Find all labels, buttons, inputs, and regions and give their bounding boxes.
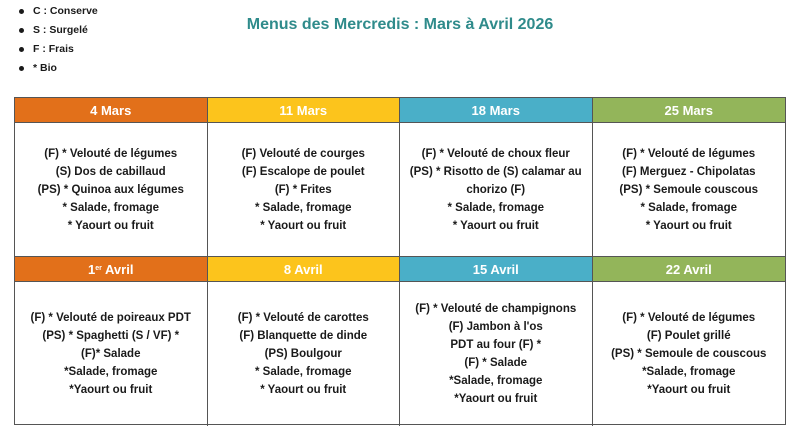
menu-item: * Salade, fromage [254, 366, 352, 378]
menu-cell [15, 123, 208, 257]
menu-item: *Salade, fromage [64, 366, 158, 378]
bullet-icon [19, 47, 24, 52]
menu-item: * Salade, fromage [62, 201, 159, 214]
menu-item: (F)* Salade [81, 348, 141, 360]
menu-item: * Yaourt ou fruit [260, 219, 347, 232]
menu-item: * Yaourt ou fruit [260, 384, 347, 396]
week-header: 15 Avril [400, 257, 593, 282]
date-month: Avril [101, 261, 134, 277]
menu-item: (PS) * Semoule couscous [619, 183, 759, 196]
legend-item [14, 40, 98, 59]
legend-text: C : Conserve [33, 5, 98, 17]
menu-item: (F) * Velouté de carottes [237, 312, 369, 324]
menu-item: (F) Escalope de poulet [241, 165, 365, 178]
menu-item: chorizo (F) [466, 183, 526, 196]
menu-cell [400, 123, 593, 257]
menu-item: (PS) Boulgour [264, 348, 342, 360]
week-header: 22 Avril [593, 257, 786, 282]
menu-item: (F) * Velouté de légumes [622, 312, 756, 324]
menu-item: (F) * Salade [464, 357, 528, 369]
legend-text: S : Surgelé [33, 24, 88, 36]
week-header: 4 Mars [15, 98, 208, 123]
menu-item: * Yaourt ou fruit [452, 219, 539, 232]
legend [14, 2, 98, 78]
menu-item: * Salade, fromage [254, 201, 352, 214]
menu-cell [15, 282, 208, 426]
menu-item: (F) * Velouté de choux fleur [421, 147, 570, 160]
menu-table [14, 97, 786, 425]
menu-item: (F) * Velouté de poireaux PDT [30, 312, 191, 324]
menu-item: *Salade, fromage [449, 375, 543, 387]
menu-item: PDT au four (F) * [450, 339, 542, 351]
legend-item [14, 59, 98, 78]
menu-cell [593, 282, 786, 426]
legend-text: F : Frais [33, 43, 74, 55]
menu-item: (F) Blanquette de dinde [239, 330, 368, 342]
date-day: 1 [88, 261, 96, 277]
menu-item: *Salade, fromage [642, 366, 736, 378]
week-header: 11 Mars [208, 98, 401, 123]
week-header: 8 Avril [208, 257, 401, 282]
menu-item: (F) * Velouté de champignons [415, 303, 577, 315]
menu-item: (PS) * Quinoa aux légumes [37, 183, 184, 196]
menu-cell [208, 123, 401, 257]
week-header: 25 Mars [593, 98, 786, 123]
menu-item: *Yaourt ou fruit [647, 384, 731, 396]
legend-text: * Bio [33, 62, 57, 74]
menu-item: (F) Merguez - Chipolatas [621, 165, 756, 178]
page-title: Menus des Mercredis : Mars à Avril 2026 [246, 16, 554, 33]
menu-cell [208, 282, 401, 426]
menu-item: *Yaourt ou fruit [69, 384, 153, 396]
menu-item: * Salade, fromage [640, 201, 737, 214]
bullet-icon [19, 66, 24, 71]
menu-item: * Salade, fromage [447, 201, 544, 214]
menu-item: (PS) * Spaghetti (S / VF) * [42, 330, 180, 342]
menu-cell [400, 282, 593, 426]
bullet-icon [19, 9, 24, 14]
week-header: 1 er Avril [15, 257, 208, 282]
menu-item: (F) Jambon à l'os [448, 321, 543, 333]
menu-item: (F) Velouté de courges [241, 147, 365, 160]
menu-item: (PS) * Semoule de couscous [611, 348, 767, 360]
menu-item: (F) * Frites [274, 183, 332, 196]
menu-item: (F) * Velouté de légumes [44, 147, 178, 160]
week-header: 18 Mars [400, 98, 593, 123]
menu-item: (F) Poulet grillé [646, 330, 731, 342]
menu-item: *Yaourt ou fruit [454, 393, 538, 405]
menu-item: (F) * Velouté de légumes [622, 147, 756, 160]
menu-item: (PS) * Risotto de (S) calamar au [409, 165, 582, 178]
menu-cell [593, 123, 786, 257]
menu-item: * Yaourt ou fruit [67, 219, 154, 232]
menu-item: * Yaourt ou fruit [645, 219, 732, 232]
menu-item: (S) Dos de cabillaud [55, 165, 166, 178]
